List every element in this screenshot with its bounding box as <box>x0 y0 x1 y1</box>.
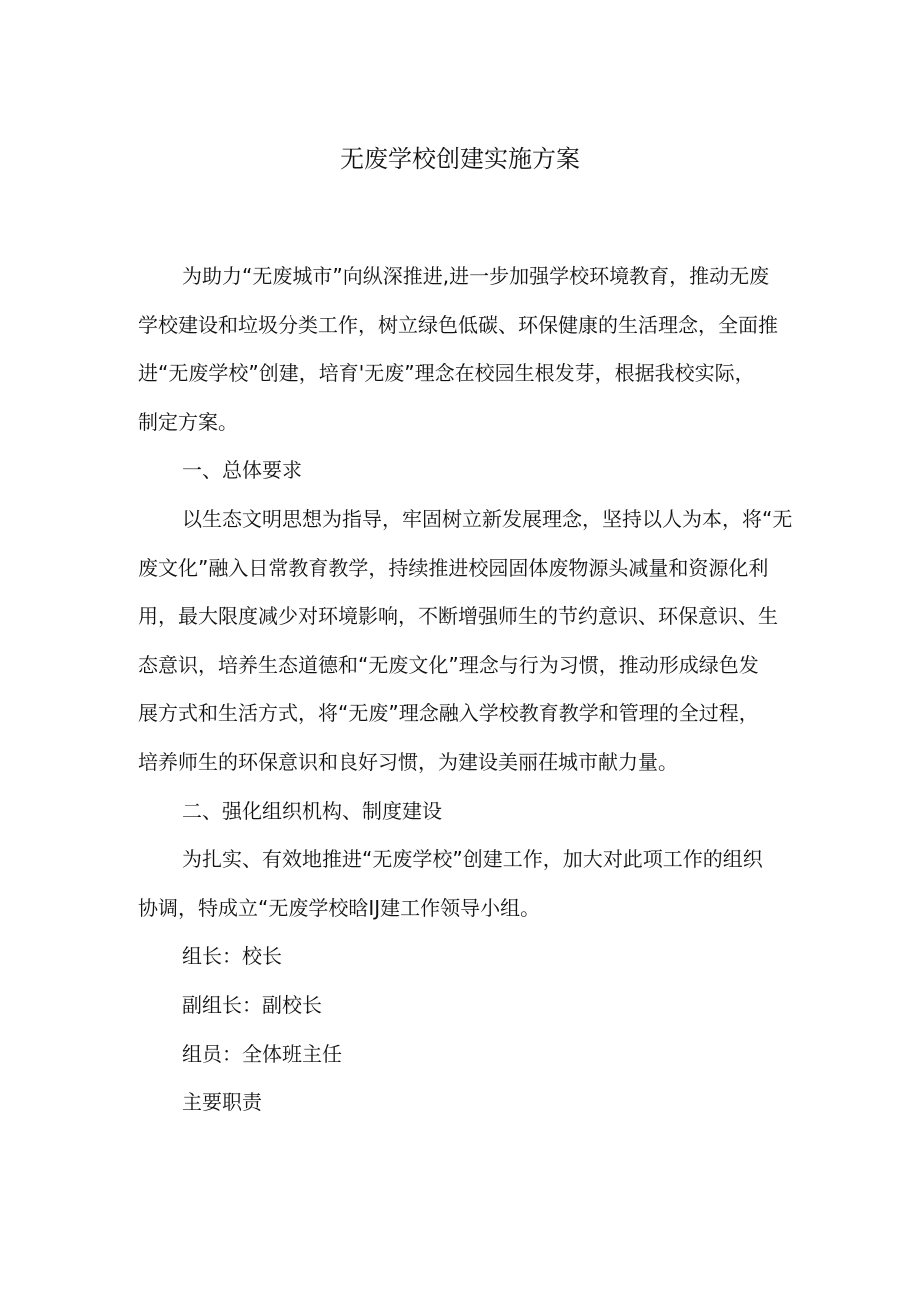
vice-leader-line: 副组长：副校长 <box>182 992 322 1017</box>
text-line: 态意识，培养生态道德和“无废文化”理念与行为习惯，推动形成绿色发 <box>138 652 759 677</box>
section-heading: 一、总体要求 <box>182 458 302 483</box>
text-line: 制定方案。 <box>138 409 238 434</box>
section2-paragraph <box>138 835 788 932</box>
duties-heading: 主要职责 <box>182 1090 262 1115</box>
text-line: 用，最大限度减少对环境影响，不断增强师生的节约意识、环保意识、生 <box>138 604 778 629</box>
document-body <box>138 252 793 1127</box>
text-line: 废文化”融入日常教育教学，持续推进校园固体废物源头减量和资源化利 <box>138 555 769 580</box>
text-line: 协调，特成立“无废学校晗IJ建工作领导小组。 <box>138 895 541 920</box>
leader-line: 组长：校长 <box>182 944 282 969</box>
section1-paragraph <box>138 495 793 787</box>
text-line: 进“无废学校”创建，培育'无废”理念在校园生根发芽，根据我校实际， <box>138 361 755 386</box>
members-line: 组员：全体班主任 <box>182 1041 342 1066</box>
text-line: 以生态文明思想为指导，牢固树立新发展理念，坚持以人为本，将“无 <box>182 506 793 531</box>
text-line: 为助力“无废城市”向纵深推进,进一步加强学校环境教育，推动无废 <box>182 264 770 288</box>
section-heading: 二、强化组织机构、制度建设 <box>182 798 442 823</box>
document-title: 无废学校创建实施方案 <box>340 145 580 173</box>
text-line: 展方式和生活方式，将“无废”理念融入学校教育教学和管理的全过程， <box>138 701 759 726</box>
text-line: 学校建设和垃圾分类工作，树立绿色低碳、环保健康的生活理念，全面推 <box>138 312 778 337</box>
text-line: 培养师生的环保意识和良好习惯，为建设美丽茌城市献力量。 <box>138 749 678 774</box>
intro-paragraph <box>138 252 788 446</box>
text-line: 为扎实、有效地推进“无废学校”创建工作，加大对此项工作的组织 <box>182 847 763 872</box>
